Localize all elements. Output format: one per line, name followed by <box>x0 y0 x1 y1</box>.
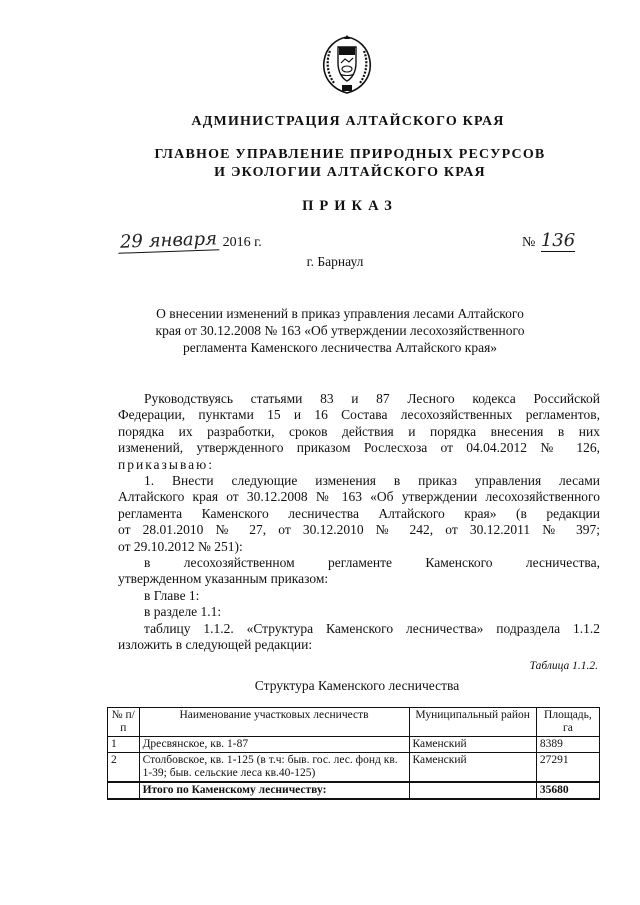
body-line: изложить в следующей редакции: <box>118 637 313 653</box>
cell-num: 1 <box>108 737 140 753</box>
document-type-heading: ПРИКАЗ <box>302 198 398 214</box>
body-line: приказываю: <box>118 456 214 472</box>
body-line: от 29.10.2012 № 251): <box>118 538 243 554</box>
order-body <box>118 391 600 654</box>
total-label: Итого по Каменскому лесничеству: <box>139 782 409 799</box>
cell-empty <box>409 782 536 799</box>
body-line: изменений, утвержденного приказом Рослесхоза от 04.04.2012 № 126, <box>118 440 600 456</box>
department-heading-line1: ГЛАВНОЕ УПРАВЛЕНИЕ ПРИРОДНЫХ РЕСУРСОВ <box>154 147 546 162</box>
body-line: регламента Каменского лесничества Алтайского края» (в редакции <box>118 505 600 521</box>
subject-line: О внесении изменений в приказ управления лесами Алтайского <box>156 306 524 321</box>
body-line: в Главе 1: <box>144 587 200 603</box>
body-line: таблицу 1.1.2. «Структура Каменского лесничества» подраздела 1.1.2 <box>144 620 600 636</box>
table-header-row <box>108 708 600 737</box>
body-line: 1. Внести следующие изменения в приказ управления лесами <box>144 473 600 489</box>
table-row <box>108 753 600 783</box>
body-line: в лесохозяйственном регламенте Каменского лесничества, <box>144 555 600 571</box>
number-sign: № <box>522 235 536 250</box>
body-line: Алтайского края от 30.12.2008 № 163 «Об утверждении лесохозяйственного <box>118 489 600 505</box>
body-line: от 28.01.2010 № 27, от 30.12.2010 № 242, от 30.12.2011 № 397; <box>118 522 600 538</box>
cell-name: Дресвянское, кв. 1-87 <box>139 737 409 753</box>
total-area: 35680 <box>536 782 599 799</box>
header-district: Муниципальный район <box>409 708 536 737</box>
body-line: Федерации, пунктами 15 и 16 Состава лесохозяйственных регламентов, <box>118 407 600 423</box>
order-date <box>118 230 262 252</box>
cell-area: 27291 <box>536 753 599 783</box>
city-label: г. Барнаул <box>306 254 364 269</box>
body-line: в разделе 1.1: <box>144 604 222 620</box>
cell-area: 8389 <box>536 737 599 753</box>
table-row <box>108 737 600 753</box>
header-name: Наименование участковых лесничеств <box>139 708 409 737</box>
body-line: утвержденном указанным приказом: <box>118 571 329 587</box>
table-caption: Таблица 1.1.2. <box>529 660 598 672</box>
body-line: Руководствуясь статьями 83 и 87 Лесного кодекса Российской <box>144 391 600 406</box>
cell-empty <box>108 782 140 799</box>
cell-district: Каменский <box>409 737 536 753</box>
cell-name: Столбовское, кв. 1-125 (в т.ч: быв. гос. лес. фонд кв. 1-39; быв. сельские леса кв.40-125) <box>139 753 409 783</box>
administration-heading: АДМИНИСТРАЦИЯ АЛТАЙСКОГО КРАЯ <box>191 114 505 129</box>
order-number <box>522 230 575 252</box>
cell-num: 2 <box>108 753 140 783</box>
subject-line: края от 30.12.2008 № 163 «Об утверждении лесохозяйственного <box>155 323 525 338</box>
table-title: Структура Каменского лесничества <box>254 678 460 693</box>
cell-district: Каменский <box>409 753 536 783</box>
body-line: порядка их разработки, сроков действия и порядка внесения в них <box>118 423 600 439</box>
department-heading-line2: И ЭКОЛОГИИ АЛТАЙСКОГО КРАЯ <box>214 165 486 180</box>
order-year: 2016 г. <box>222 235 262 250</box>
subject-line: регламента Каменского лесничества Алтайского края» <box>182 340 498 355</box>
handwritten-date: 29 января <box>118 228 220 254</box>
forestry-structure-table <box>107 707 600 800</box>
header-num: № п/п <box>108 708 140 737</box>
table-total-row <box>108 782 600 799</box>
header-area: Площадь, га <box>536 708 599 737</box>
order-subject <box>120 305 560 356</box>
altai-coat-of-arms-emblem <box>318 33 376 97</box>
handwritten-number: 136 <box>540 230 576 251</box>
